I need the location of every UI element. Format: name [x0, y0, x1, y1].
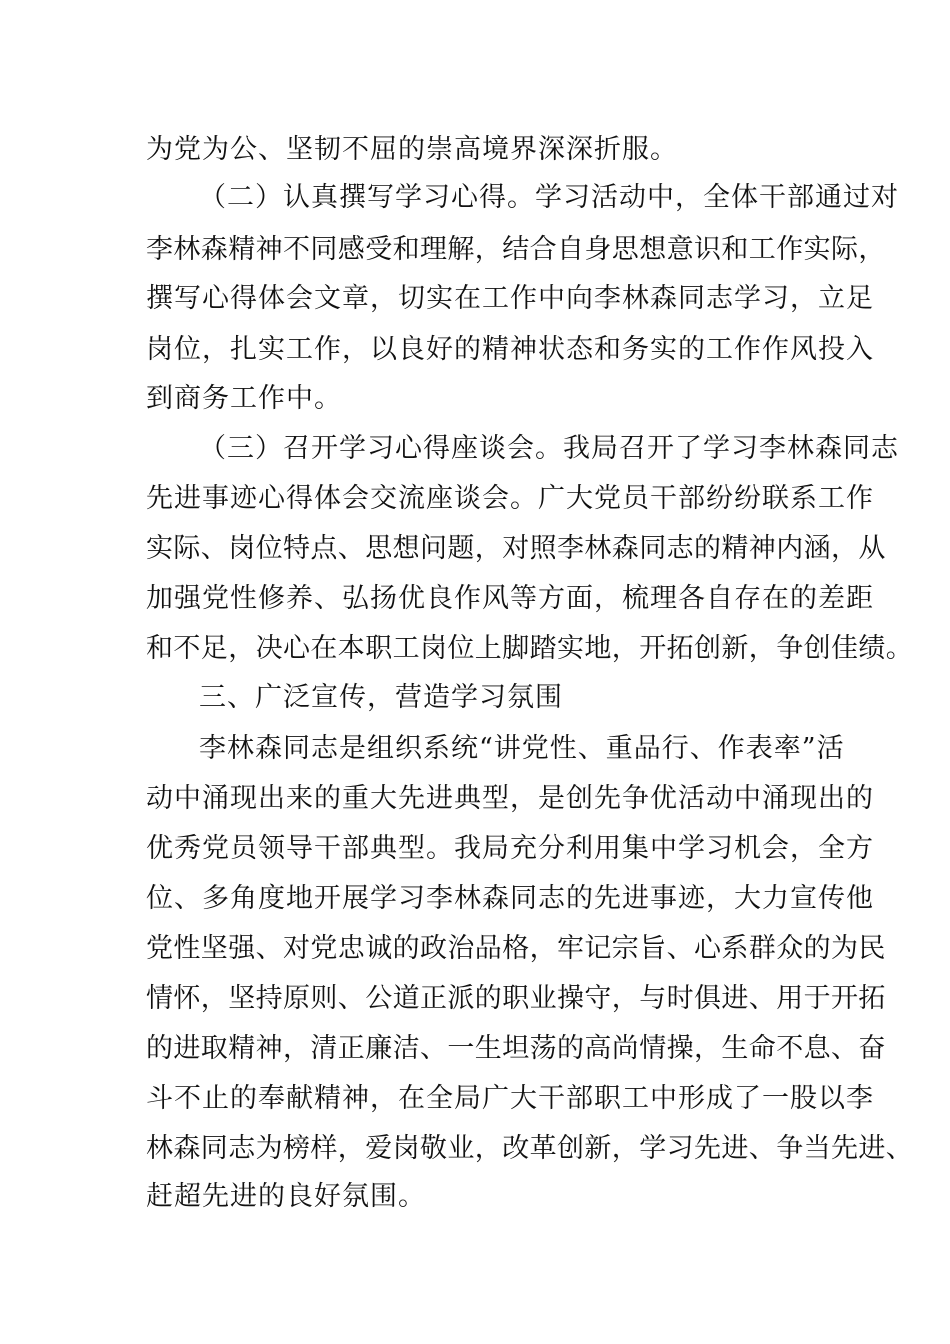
- paragraph-line: 加强党性修养、弘扬优良作风等方面，梳理各自存在的差距: [146, 583, 874, 614]
- paragraph-line: 位、多角度地开展学习李林森同志的先进事迹，大力宣传他: [146, 883, 874, 914]
- chapter-heading: 三、广泛宣传，营造学习氛围: [199, 682, 563, 713]
- paragraph-line: 动中涌现出来的重大先进典型，是创先争优活动中涌现出的: [146, 783, 874, 814]
- paragraph-line: 林森同志为榜样，爱岗敬业，改革创新，学习先进、争当先进、: [146, 1133, 914, 1164]
- paragraph-line: 先进事迹心得体会交流座谈会。广大党员干部纷纷联系工作: [146, 483, 874, 514]
- paragraph-line: 斗不止的奉献精神，在全局广大干部职工中形成了一股以李: [146, 1083, 874, 1114]
- paragraph-line: 到商务工作中。: [146, 383, 342, 414]
- paragraph-line: 李林森精神不同感受和理解，结合自身思想意识和工作实际，: [146, 234, 886, 265]
- paragraph-line: 情怀，坚持原则、公道正派的职业操守，与时俱进、用于开拓: [146, 983, 886, 1014]
- paragraph-line: 岗位，扎实工作，以良好的精神状态和务实的工作作风投入: [146, 334, 874, 365]
- paragraph-line: 党性坚强、对党忠诚的政治品格，牢记宗旨、心系群众的为民: [146, 933, 886, 964]
- paragraph-line: 的进取精神，清正廉洁、一生坦荡的高尚情操，生命不息、奋: [146, 1033, 886, 1064]
- paragraph-line: 李林森同志是组织系统“讲党性、重品行、作表率”活: [199, 733, 845, 764]
- paragraph-line: 撰写心得体会文章，切实在工作中向李林森同志学习，立足: [146, 283, 874, 314]
- paragraph-line: 为党为公、坚韧不屈的崇高境界深深折服。: [146, 134, 678, 165]
- section-heading-3: （三）召开学习心得座谈会。我局召开了学习李林森同志: [199, 433, 899, 464]
- paragraph-line: 和不足，决心在本职工岗位上脚踏实地，开拓创新，争创佳绩。: [146, 633, 914, 664]
- section-heading-2: （二）认真撰写学习心得。学习活动中，全体干部通过对: [199, 182, 899, 213]
- paragraph-line: 实际、岗位特点、思想问题，对照李林森同志的精神内涵，从: [146, 533, 886, 564]
- paragraph-line: 优秀党员领导干部典型。我局充分利用集中学习机会，全方: [146, 833, 874, 864]
- paragraph-line: 赶超先进的良好氛围。: [146, 1181, 426, 1212]
